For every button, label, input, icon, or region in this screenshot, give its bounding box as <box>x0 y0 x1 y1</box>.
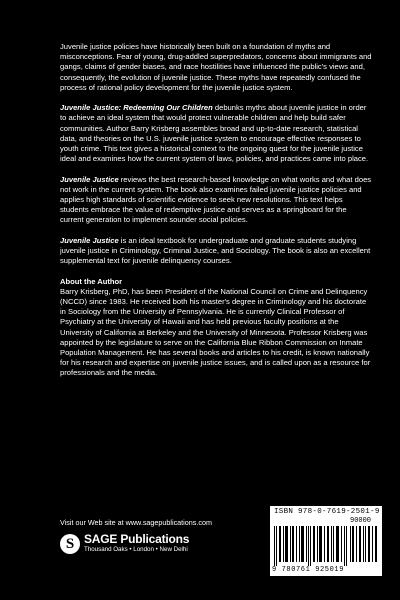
blurb-lead: Juvenile Justice <box>60 235 119 245</box>
blurb-text: is an ideal textbook for undergraduate and graduate students studying juvenile justice in Criminology, Criminal Justice, and Sociology. The book is also an excellent supplemental text for juvenile delinquency courses. <box>60 235 371 266</box>
about-author-text: Barry Krisberg, PhD, has been President of the National Council on Crime and Delinquency (NCCD) since 1983. He received both his master's degree in Criminology and his doctorate in Sociology from the University of Pennsylvania. He is currently Clinical Professor of Psychiatry at the University of Hawaii and has held previous faculty positions at the University of California at Berkeley and the University of Minnesota. Professor Krisberg was appointed by the legislature to serve on the California Blue Ribbon Commission on Inmate Population Management. He has several books and articles to his credit, is known nationally for his research and expertise on juvenile justice issues, and is called upon as a resource for professionals and the media. <box>60 286 371 378</box>
addon-barcode-bars <box>350 526 378 562</box>
publisher-name: SAGE Publications <box>84 532 190 546</box>
price-code: 90000 <box>350 517 372 525</box>
blurb-lead: Juvenile Justice <box>60 174 119 184</box>
blurb-text: reviews the best research-based knowledge on what works and what does not work in the current system. The book also examines failed juvenile justice policies and applies high standards of scientific evidence to seek new resolutions. This text helps students embrace the value of redemptive justice and serves as a springboard for the current generation to implement sounder social policies. <box>60 174 372 225</box>
blurb-lead: Juvenile Justice: Redeeming Our Children <box>60 103 213 113</box>
blurb-text: Juvenile justice policies have historically been built on a foundation of myths and misconceptions. Fear of young, drug-addled superpredators, concerns about immigrants and gangs, claims of gender biases, and race hostilities have influenced the public's views and, consequently, the evolution of juvenile justice. These myths have repeatedly confused the process of rational policy development for the juvenile justice system. <box>60 42 372 92</box>
publisher-locations: Thousand Oaks • London • New Delhi <box>84 546 188 553</box>
back-cover-text <box>60 42 372 389</box>
isbn-barcode <box>270 506 382 576</box>
blurb-paragraph-3 <box>60 175 372 226</box>
blurb-text: debunks myths about juvenile justice in order to achieve an ideal system that would protect vulnerable children and help build safer communities. Author Barry Krisberg assembles broad and up-to-date research, statistical data, and theories on the U.S. juvenile justice system to encourage effective responses to youth crime. This text gives a historical context to the ongoing quest for the juvenile justice ideal and examines how the current system of laws, policies, and practices came into place. <box>60 103 369 164</box>
sage-logo-icon: S <box>60 534 80 554</box>
ean-barcode-bars <box>274 526 348 566</box>
publisher-logo <box>60 533 189 554</box>
blurb-paragraph-2 <box>60 103 372 164</box>
about-author-heading: About the Author <box>60 276 123 286</box>
isbn-number: ISBN 978-0-7619-2501-9 <box>274 508 380 516</box>
website-link[interactable]: Visit our Web site at www.sagepublications.com <box>60 518 212 527</box>
blurb-paragraph-4 <box>60 236 372 267</box>
ean-digits: 9 780761 925019 <box>272 566 345 574</box>
blurb-paragraph-1 <box>60 42 372 93</box>
